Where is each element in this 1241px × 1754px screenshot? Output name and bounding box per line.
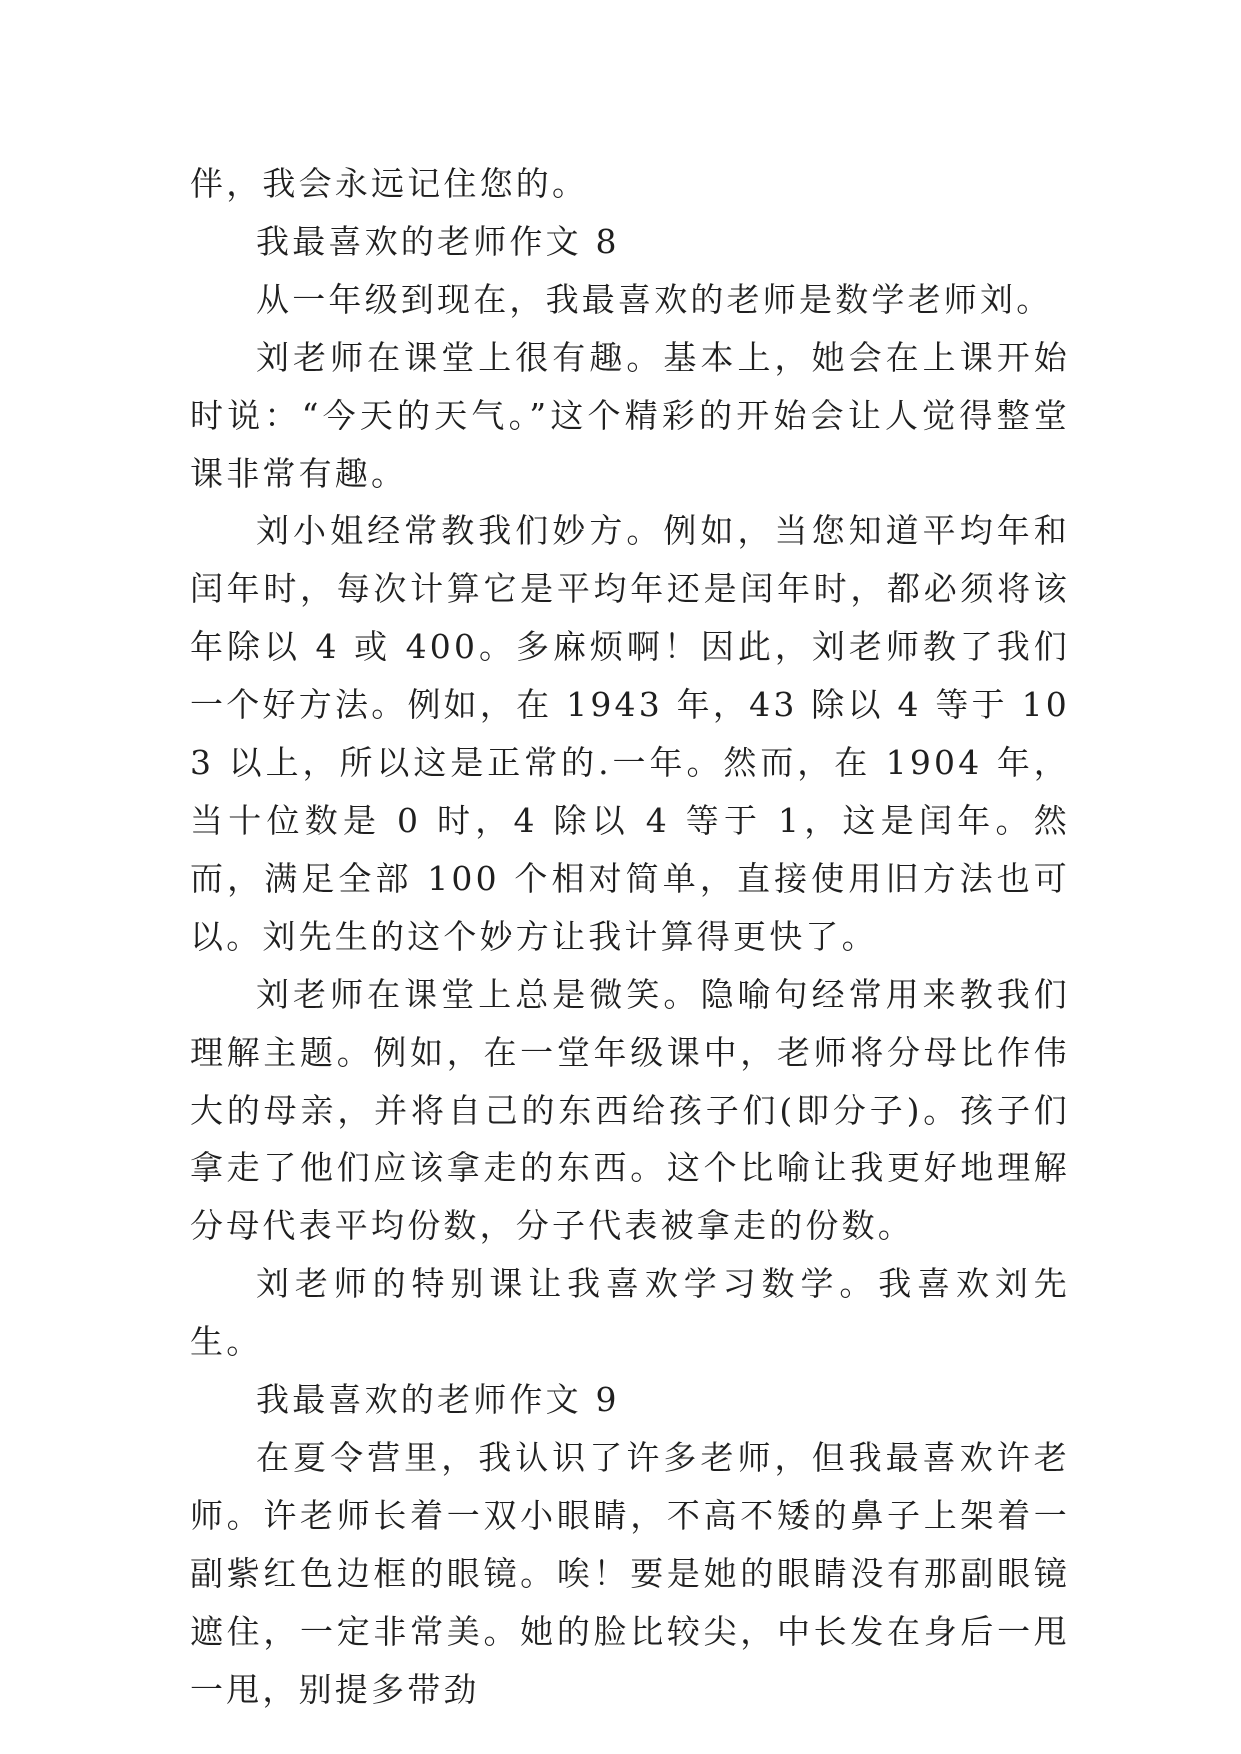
paragraph: 刘老师在课堂上总是微笑。隐喻句经常用来教我们理解主题。例如，在一堂年级课中，老师将分母比作伟大的母亲，并将自己的东西给孩子们(即分子)。孩子们拿走了他们应该拿走的东西。这个比喻让我更好地理解分母代表平均份数，分子代表被拿走的份数。 <box>190 974 1070 1246</box>
paragraph: 在夏令营里，我认识了许多老师，但我最喜欢许老师。许老师长着一双小眼睛，不高不矮的鼻子上架着一副紫红色边框的眼镜。唉！要是她的眼睛没有那副眼镜遮住，一定非常美。她的脸比较尖，中长发在身后一甩一甩，别提多带劲 <box>190 1437 1070 1709</box>
essay-heading-9: 我最喜欢的老师作文 9 <box>256 1380 620 1420</box>
paragraph: 刘小姐经常教我们妙方。例如，当您知道平均年和闰年时，每次计算它是平均年还是闰年时，都必须将该年除以 4 或 400。多麻烦啊！因此，刘老师教了我们一个好方法。例如，在 1943 年，43 除以 4 等于 10 3 以上，所以这是正常的.一年。然而，在 1904 年，当十位数是 0 时，4 除以 4 等于 1，这是闰年。然而，满足全部 100 个相对简单，直接使用旧方法也可以。刘先生的这个妙方让我计算得更快了。 <box>190 511 1070 956</box>
essay-heading-8: 我最喜欢的老师作文 8 <box>256 221 620 261</box>
paragraph: 刘老师在课堂上很有趣。基本上，她会在上课开始时说：“今天的天气。”这个精彩的开始会让人觉得整堂课非常有趣。 <box>190 337 1070 493</box>
paragraph: 刘老师的特别课让我喜欢学习数学。我喜欢刘先生。 <box>190 1264 1070 1362</box>
document-body <box>190 155 1070 1718</box>
paragraph-continuation: 伴，我会永远记住您的。 <box>190 164 589 203</box>
paragraph: 从一年级到现在，我最喜欢的老师是数学老师刘。 <box>256 279 1053 319</box>
